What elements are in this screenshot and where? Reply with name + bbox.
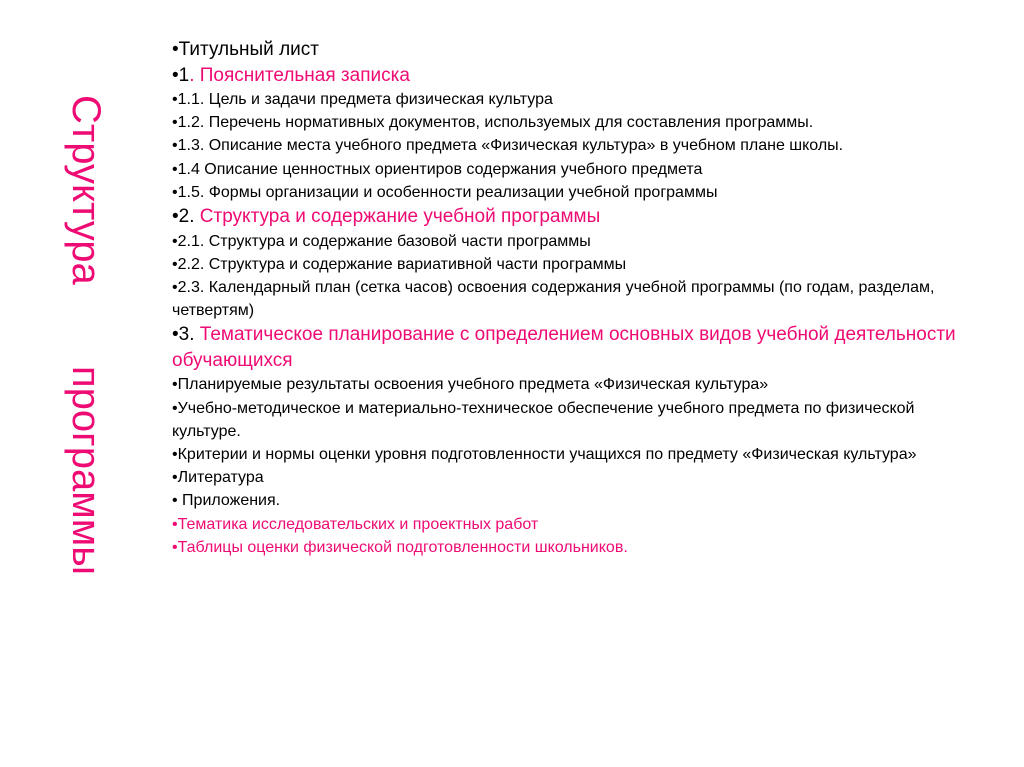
list-item: •1.5. Формы организации и особенности реализации учебной программы xyxy=(172,183,718,201)
list-item: •1.1. Цель и задачи предмета физическая культура xyxy=(172,91,553,108)
list-item: •2.1. Структура и содержание базовой части программы xyxy=(172,232,591,250)
slide-title xyxy=(62,95,110,575)
list-item: •Учебно-методическое и материально-техническое обеспечение учебного предмета по физической культуре. xyxy=(172,399,915,440)
list-item-section-1 xyxy=(172,63,972,89)
bullet: •2. xyxy=(172,206,200,228)
item-text: Тематическое планирование с определением основных видов учебной деятельности обучающихся xyxy=(172,324,956,371)
outline-list xyxy=(172,37,972,559)
list-item: •Литература xyxy=(172,469,264,487)
list-item: •Критерии и нормы оценки уровня подготовленности учащихся по предмету «Физическая культура» xyxy=(172,445,917,463)
list-item: •2.2. Структура и содержание вариативной части программы xyxy=(172,255,627,273)
list-item-highlight: •Таблицы оценки физической подготовленности школьников. xyxy=(172,538,628,556)
bullet: •3. xyxy=(172,324,200,346)
bullet: • xyxy=(172,39,179,60)
item-text: Титульный лист xyxy=(178,39,319,60)
bullet: •1 xyxy=(172,64,190,86)
list-item-title-page xyxy=(172,37,972,63)
slide-title-word-2: программы xyxy=(64,366,108,575)
list-item: •1.2. Перечень нормативных документов, используемых для составления программы. xyxy=(172,114,814,132)
list-item: •1.3. Описание места учебного предмета «Физическая культура» в учебном плане школы. xyxy=(172,137,844,155)
list-item: •Планируемые результаты освоения учебного предмета «Физическая культура» xyxy=(172,376,769,394)
list-item-section-3 xyxy=(172,322,972,373)
slide-title-word-1: Структура xyxy=(64,95,108,285)
item-text: Структура и содержание учебной программы xyxy=(199,206,601,228)
list-item-highlight: •Тематика исследовательских и проектных работ xyxy=(172,515,539,533)
list-item-section-2 xyxy=(172,204,972,230)
list-item: •1.4 Описание ценностных ориентиров содержания учебного предмета xyxy=(172,160,703,178)
list-item: •2.3. Календарный план (сетка часов) освоения содержания учебной программы (по годам, разделам, четвертям) xyxy=(172,278,935,320)
item-text: . Пояснительная записка xyxy=(189,64,410,86)
list-item: • Приложения. xyxy=(172,492,281,510)
